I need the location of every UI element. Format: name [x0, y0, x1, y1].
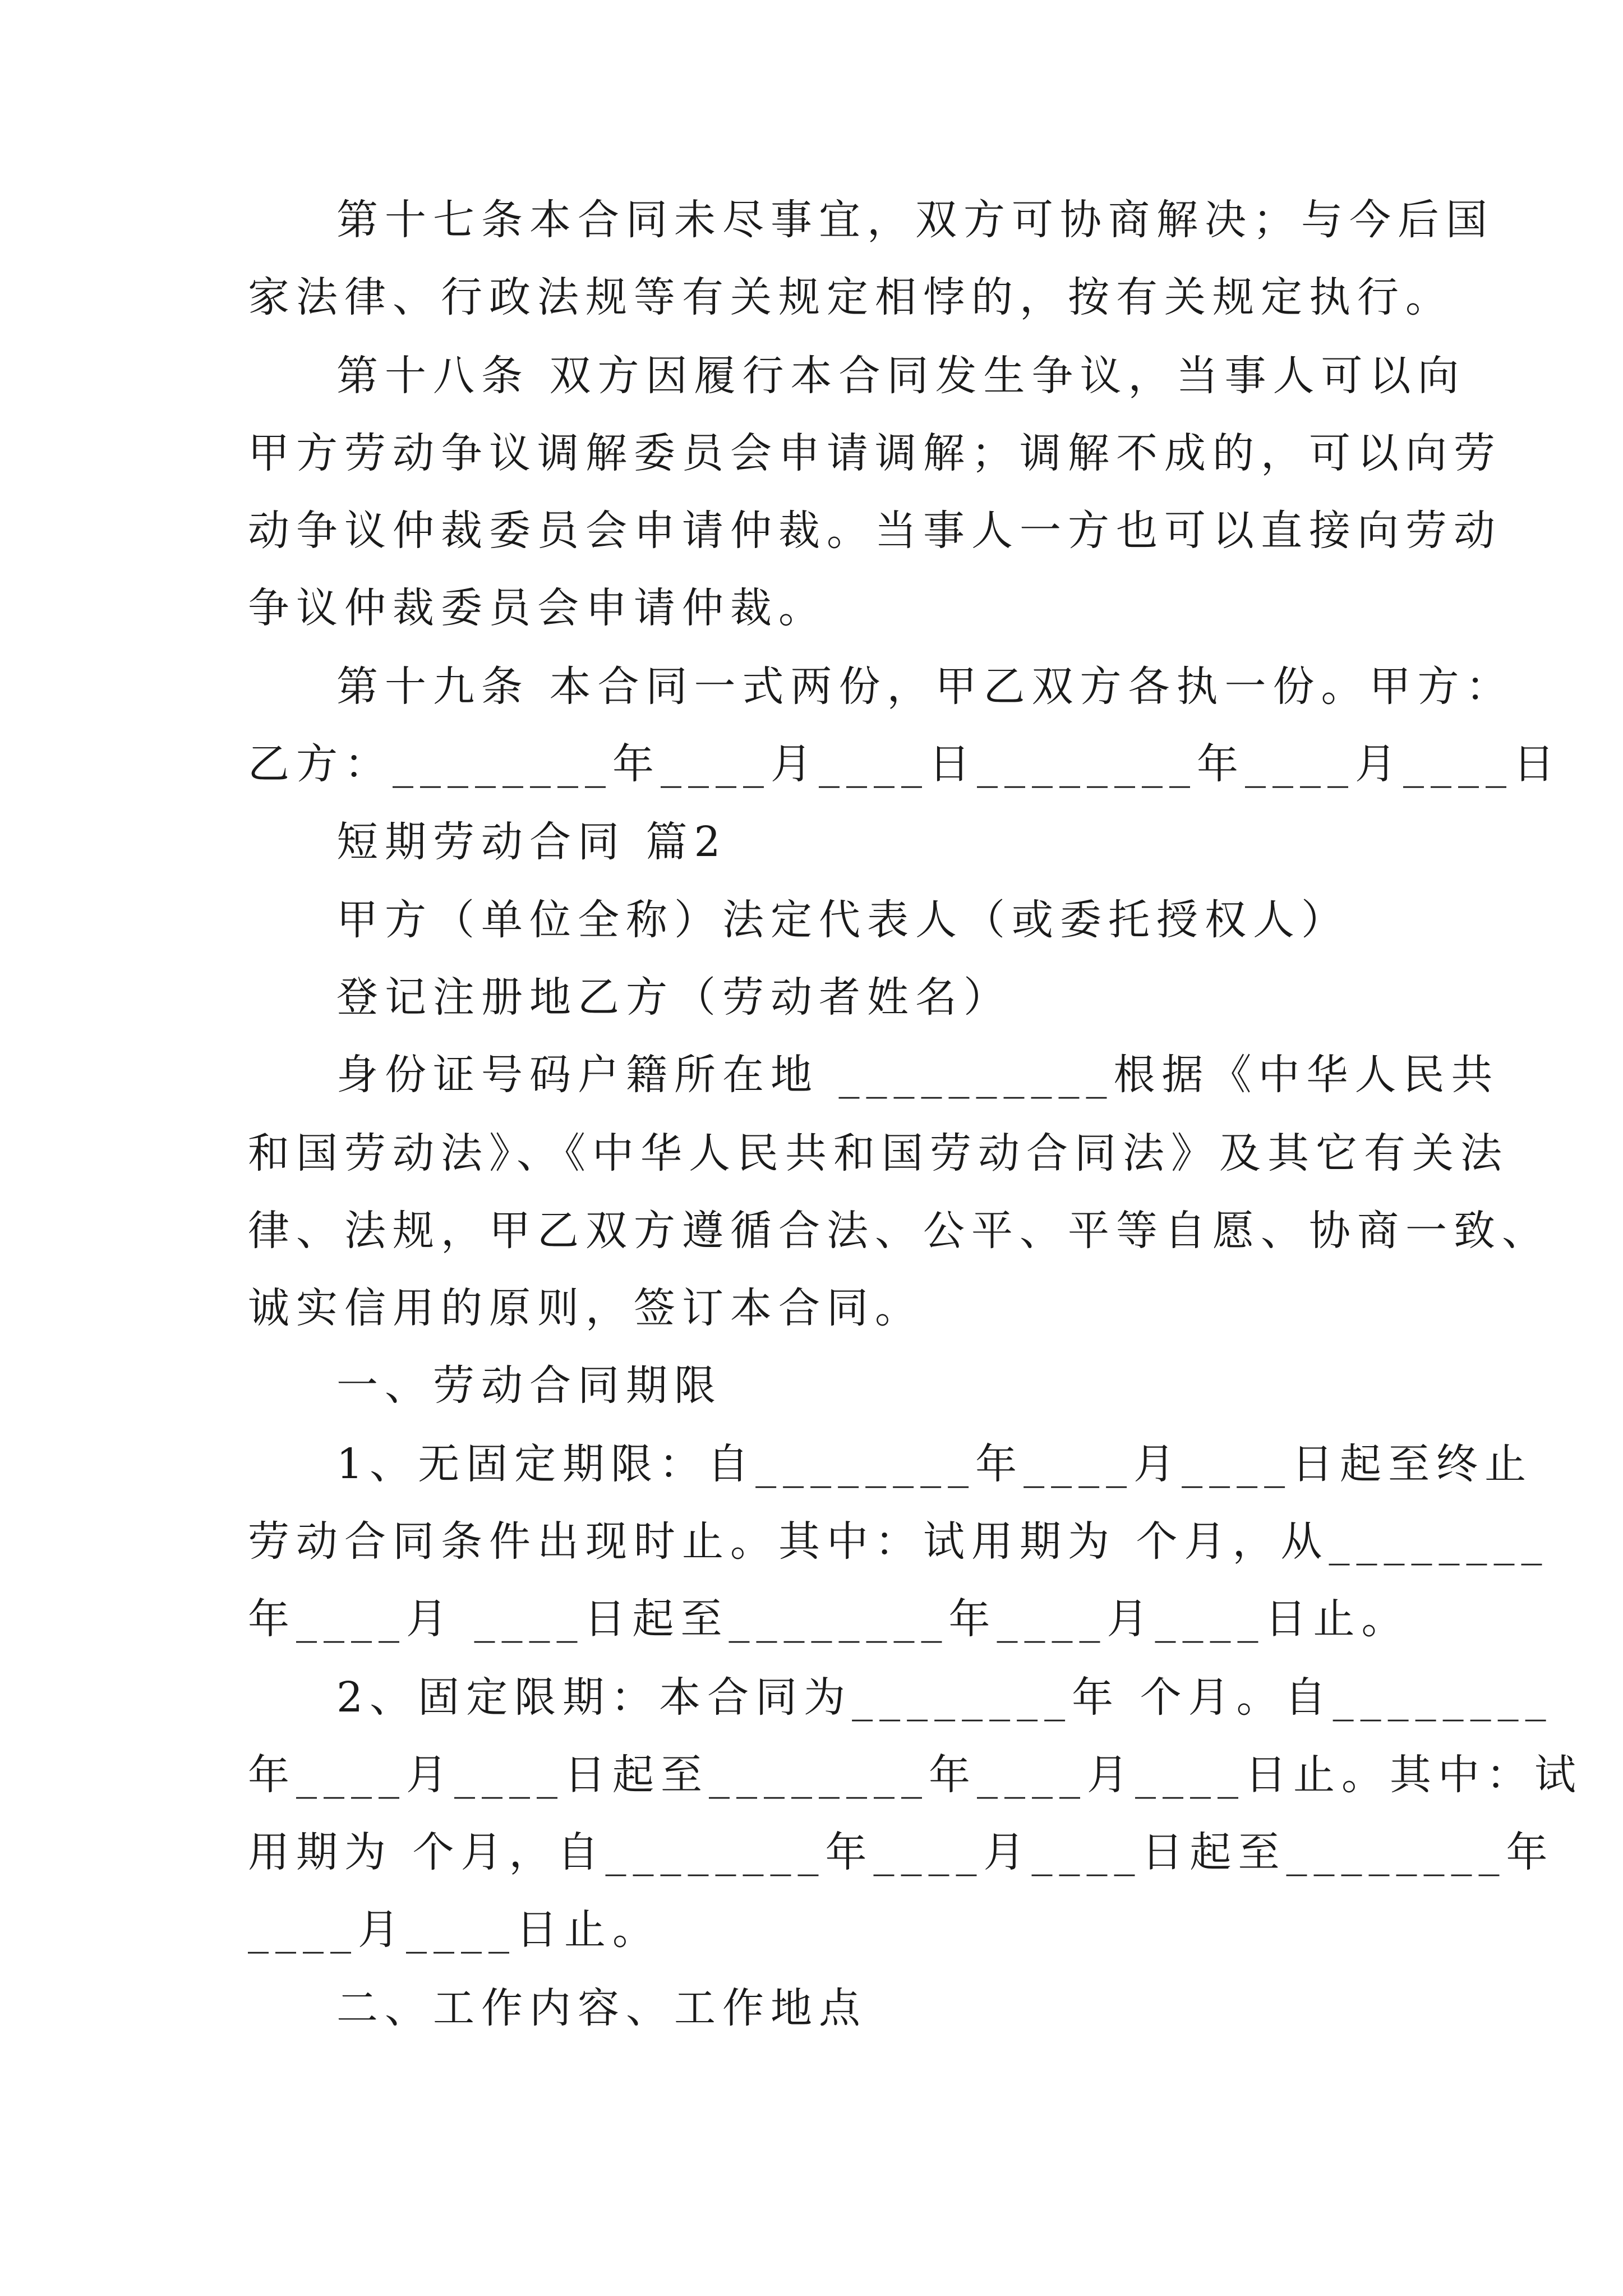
- text-line: 1、无固定期限：自________年____月____日起至终止: [336, 1440, 1533, 1488]
- text-line: 甲方（单位全称）法定代表人（或委托授权人）: [336, 896, 1349, 944]
- text-line: 家法律、行政法规等有关规定相悖的，按有关规定执行。: [248, 273, 1454, 321]
- text-line: 用期为 个月，自________年____月____日起至________年: [248, 1828, 1555, 1876]
- text-line: 第十八条 双方因履行本合同发生争议，当事人可以向: [336, 352, 1466, 400]
- text-line: 第十七条本合同未尽事宜，双方可协商解决；与今后国: [336, 196, 1494, 244]
- text-line: 年____月 ____日起至________年____月____日止。: [248, 1595, 1410, 1643]
- section-heading: 一、劳动合同期限: [336, 1361, 722, 1410]
- text-line: 身份证号码户籍所在地 __________根据《中华人民共: [336, 1051, 1500, 1099]
- section-heading: 二、工作内容、工作地点: [336, 1984, 867, 2032]
- text-line: 诚实信用的原则，签订本合同。: [248, 1284, 923, 1332]
- text-line: 律、法规，甲乙双方遵循合法、公平、平等自愿、协商一致、: [248, 1207, 1550, 1255]
- text-line: 乙方：________年____月____日________年____月____日: [248, 740, 1561, 788]
- text-line: 和国劳动法》、《中华人民共和国劳动合同法》及其它有关法: [248, 1129, 1509, 1177]
- text-line: 劳动合同条件出现时止。其中：试用期为 个月，从________: [248, 1517, 1549, 1566]
- text-line: 2、固定限期：本合同为________年 个月。自________: [336, 1673, 1553, 1722]
- text-line: 甲方劳动争议调解委员会申请调解；调解不成的，可以向劳: [248, 429, 1502, 477]
- text-line: 登记注册地乙方（劳动者姓名）: [336, 973, 1012, 1022]
- text-line: ____月____日止。: [248, 1906, 661, 1954]
- section-heading: 短期劳动合同 篇2: [336, 818, 727, 866]
- text-line: 争议仲裁委员会申请仲裁。: [248, 584, 827, 632]
- text-line: 动争议仲裁委员会申请仲裁。当事人一方也可以直接向劳动: [248, 507, 1502, 555]
- text-line: 年____月____日起至________年____月____日止。其中：试: [248, 1751, 1583, 1799]
- text-line: 第十九条 本合同一式两份，甲乙双方各执一份。甲方：: [336, 662, 1514, 711]
